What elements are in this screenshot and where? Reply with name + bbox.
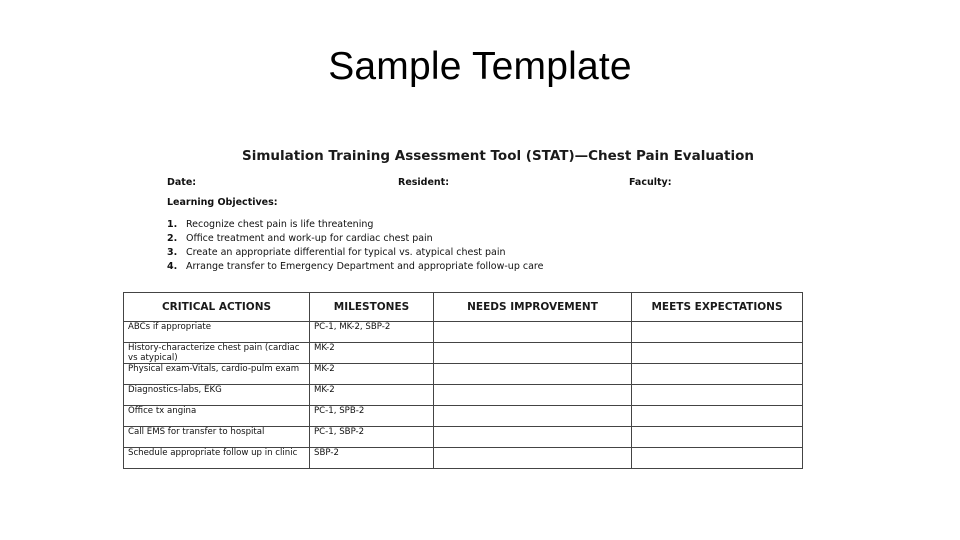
milestones-cell: MK-2 xyxy=(310,385,434,406)
meets-expectations-cell[interactable] xyxy=(632,322,803,343)
meets-expectations-cell[interactable] xyxy=(632,406,803,427)
table-row xyxy=(124,343,803,364)
objective-number: 3. xyxy=(167,247,178,258)
critical-action-cell: History-characterize chest pain (cardiac vs atypical) xyxy=(124,343,310,364)
table-row xyxy=(124,385,803,406)
critical-action-cell: Schedule appropriate follow up in clinic xyxy=(124,448,310,469)
milestones-cell: MK-2 xyxy=(310,343,434,364)
objective-item xyxy=(167,260,543,274)
table-row xyxy=(124,406,803,427)
needs-improvement-cell[interactable] xyxy=(434,427,632,448)
objective-text: Arrange transfer to Emergency Department and appropriate follow-up care xyxy=(186,261,544,272)
milestones-cell: PC-1, SPB-2 xyxy=(310,406,434,427)
objective-number: 2. xyxy=(167,233,178,244)
header-needs-improvement: NEEDS IMPROVEMENT xyxy=(434,293,632,322)
milestones-cell: MK-2 xyxy=(310,364,434,385)
meets-expectations-cell[interactable] xyxy=(632,385,803,406)
critical-action-cell: Office tx angina xyxy=(124,406,310,427)
objective-text: Office treatment and work-up for cardiac chest pain xyxy=(186,233,433,244)
meets-expectations-cell[interactable] xyxy=(632,343,803,364)
needs-improvement-cell[interactable] xyxy=(434,364,632,385)
milestones-cell: PC-1, SBP-2 xyxy=(310,427,434,448)
header-critical-actions: CRITICAL ACTIONS xyxy=(124,293,310,322)
milestones-cell: SBP-2 xyxy=(310,448,434,469)
assessment-table xyxy=(123,292,803,469)
table-row xyxy=(124,448,803,469)
meets-expectations-cell[interactable] xyxy=(632,427,803,448)
critical-action-cell: ABCs if appropriate xyxy=(124,322,310,343)
objective-item xyxy=(167,218,543,232)
meets-expectations-cell[interactable] xyxy=(632,364,803,385)
table-row xyxy=(124,364,803,385)
meets-expectations-cell[interactable] xyxy=(632,448,803,469)
objectives-list xyxy=(167,218,543,274)
needs-improvement-cell[interactable] xyxy=(434,343,632,364)
objective-number: 1. xyxy=(167,219,178,230)
needs-improvement-cell[interactable] xyxy=(434,322,632,343)
objective-item xyxy=(167,246,543,260)
critical-action-cell: Physical exam-Vitals, cardio-pulm exam xyxy=(124,364,310,385)
header-meets-expectations: MEETS EXPECTATIONS xyxy=(632,293,803,322)
table-row xyxy=(124,322,803,343)
table-header-row xyxy=(124,293,803,322)
header-milestones: MILESTONES xyxy=(310,293,434,322)
slide-title: Sample Template xyxy=(328,45,632,88)
milestones-cell: PC-1, MK-2, SBP-2 xyxy=(310,322,434,343)
critical-action-cell: Diagnostics-labs, EKG xyxy=(124,385,310,406)
needs-improvement-cell[interactable] xyxy=(434,448,632,469)
stat-document xyxy=(120,140,810,475)
needs-improvement-cell[interactable] xyxy=(434,406,632,427)
objective-text: Create an appropriate differential for typical vs. atypical chest pain xyxy=(186,247,506,258)
table-row xyxy=(124,427,803,448)
needs-improvement-cell[interactable] xyxy=(434,385,632,406)
date-label: Date: xyxy=(167,177,197,188)
faculty-label: Faculty: xyxy=(629,177,672,188)
document-title: Simulation Training Assessment Tool (STAT)—Chest Pain Evaluation xyxy=(242,148,755,164)
critical-action-cell: Call EMS for transfer to hospital xyxy=(124,427,310,448)
objective-number: 4. xyxy=(167,261,178,272)
learning-objectives-heading: Learning Objectives: xyxy=(167,197,278,208)
objective-text: Recognize chest pain is life threatening xyxy=(186,219,374,230)
resident-label: Resident: xyxy=(398,177,450,188)
objective-item xyxy=(167,232,543,246)
